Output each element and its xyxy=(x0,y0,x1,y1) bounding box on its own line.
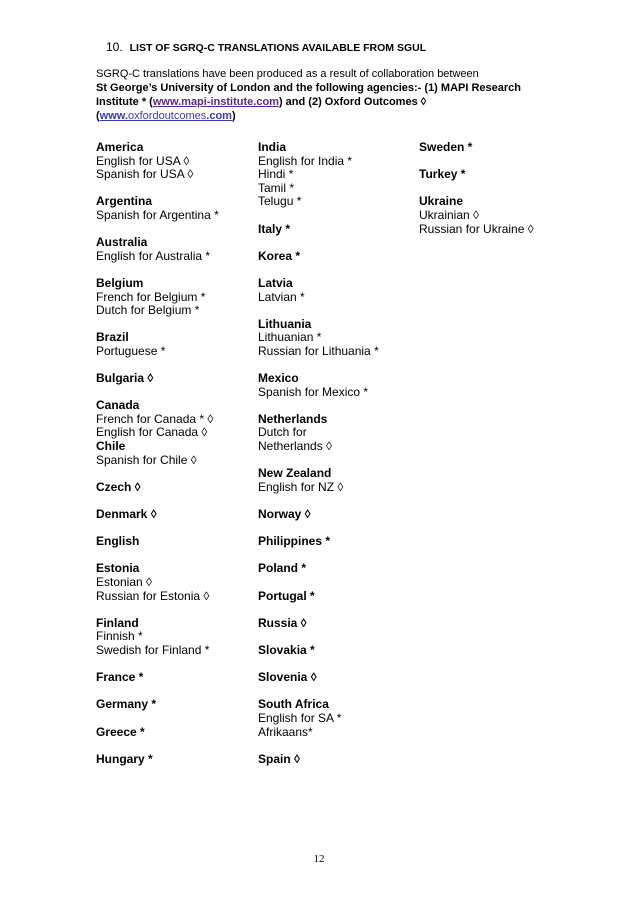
country-heading: Lithuania xyxy=(258,316,312,331)
country-heading: Mexico xyxy=(258,371,299,386)
country-column-2 xyxy=(258,141,379,766)
spacer xyxy=(258,576,379,590)
spacer xyxy=(419,182,534,196)
spacer xyxy=(258,739,379,753)
spacer xyxy=(96,549,219,563)
language-entry: Russian for Lithuania * xyxy=(258,343,379,358)
country-heading: Netherlands xyxy=(258,411,328,426)
language-entry: Latvian * xyxy=(258,289,305,304)
language-entry: French for Belgium * xyxy=(96,289,206,304)
spacer xyxy=(96,739,219,753)
language-entry: Hindi * xyxy=(258,167,294,182)
language-entry: English for India * xyxy=(258,153,353,168)
country-column-1 xyxy=(96,141,219,766)
section-heading xyxy=(106,40,426,54)
intro-line-1: SGRQ-C translations have been produced as a result of collaboration between xyxy=(96,68,479,80)
country-heading: Denmark ◊ xyxy=(96,507,157,522)
language-entry: Estonian ◊ xyxy=(96,575,152,589)
intro-line-4-start: ( xyxy=(96,110,100,122)
spacer xyxy=(96,522,219,536)
spacer xyxy=(258,359,379,373)
country-heading: Czech ◊ xyxy=(96,479,141,494)
language-entry: Afrikaans* xyxy=(258,724,313,739)
language-entry: English for NZ ◊ xyxy=(258,479,344,494)
language-entry: English for SA * xyxy=(258,710,342,725)
spacer xyxy=(96,494,219,508)
country-heading: Bulgaria ◊ xyxy=(96,371,154,386)
spacer xyxy=(96,359,219,373)
country-heading: Turkey * xyxy=(419,167,466,182)
country-heading: Italy * xyxy=(258,221,291,236)
language-entry: English for USA ◊ xyxy=(96,153,190,168)
spacer xyxy=(258,454,379,468)
country-heading: New Zealand xyxy=(258,466,332,481)
country-heading: South Africa xyxy=(258,697,329,712)
spacer xyxy=(258,658,379,672)
link-domain: oxfordoutcomes xyxy=(128,110,207,122)
country-heading: Finland xyxy=(96,615,139,630)
spacer xyxy=(258,263,379,277)
mapi-link[interactable]: www.mapi-institute.com xyxy=(152,96,279,108)
spacer xyxy=(258,236,379,250)
country-heading: Spain ◊ xyxy=(258,751,300,766)
spacer xyxy=(96,685,219,699)
language-entry: English for Australia * xyxy=(96,248,211,263)
oxford-outcomes-link[interactable] xyxy=(100,110,232,122)
country-heading: Canada xyxy=(96,398,140,413)
country-heading: Slovakia * xyxy=(258,642,315,657)
language-entry: Ukrainian ◊ xyxy=(419,207,479,222)
link-www: www. xyxy=(99,110,128,122)
spacer xyxy=(96,603,219,617)
spacer xyxy=(258,522,379,536)
spacer xyxy=(258,304,379,318)
language-entry: Dutch for xyxy=(258,425,307,440)
spacer xyxy=(96,223,219,237)
language-entry: Russian for Ukraine ◊ xyxy=(419,221,534,236)
spacer xyxy=(258,630,379,644)
country-column-3 xyxy=(419,141,534,236)
country-heading: Argentina xyxy=(96,194,153,209)
language-entry: French for Canada * ◊ xyxy=(96,411,214,426)
country-heading: Estonia xyxy=(96,561,140,576)
spacer xyxy=(258,399,379,413)
country-heading: Brazil xyxy=(96,330,129,345)
spacer xyxy=(96,263,219,277)
language-entry: Swedish for Finland * xyxy=(96,642,210,657)
spacer xyxy=(96,386,219,400)
intro-line-3-end: ) and (2) Oxford Outcomes ◊ xyxy=(278,96,427,108)
country-heading: Slovenia ◊ xyxy=(258,670,317,685)
country-heading: Korea * xyxy=(258,248,301,263)
spacer xyxy=(258,685,379,699)
country-heading: Philippines * xyxy=(258,534,331,549)
spacer xyxy=(96,182,219,196)
country-heading: Australia xyxy=(96,235,148,250)
country-heading: Hungary * xyxy=(96,751,153,766)
country-heading: Ukraine xyxy=(419,194,464,209)
country-heading: America xyxy=(96,140,144,154)
language-entry: Dutch for Belgium * xyxy=(96,303,200,318)
language-entry: Lithuanian * xyxy=(258,330,322,345)
spacer xyxy=(419,155,534,169)
language-entry: Portuguese * xyxy=(96,343,166,358)
intro-line-4 xyxy=(96,109,536,123)
link-tld: .com xyxy=(206,110,232,122)
intro-line-4-end: ) xyxy=(231,110,236,122)
country-heading: India xyxy=(258,140,287,154)
language-entry: English for Canada ◊ xyxy=(96,425,208,440)
section-number: 10. xyxy=(106,40,123,54)
country-heading: English xyxy=(96,534,140,549)
spacer xyxy=(258,549,379,563)
country-heading: France * xyxy=(96,670,144,685)
spacer xyxy=(258,494,379,508)
country-heading: Latvia xyxy=(258,275,293,290)
country-heading: Belgium xyxy=(96,275,144,290)
spacer xyxy=(96,712,219,726)
language-entry: Spanish for Argentina * xyxy=(96,207,219,222)
spacer xyxy=(96,467,219,481)
intro-line-2: St George’s University of London and the following agencies:- (1) MAPI Research xyxy=(96,82,521,94)
intro-line-3 xyxy=(96,95,536,109)
language-entry: Spanish for USA ◊ xyxy=(96,167,194,182)
country-heading: Norway ◊ xyxy=(258,507,311,522)
section-title: LIST OF SGRQ-C TRANSLATIONS AVAILABLE FROM SGUL xyxy=(129,42,427,54)
language-entry: Tamil * xyxy=(258,180,295,195)
country-heading: Chile xyxy=(96,439,126,454)
country-heading: Russia ◊ xyxy=(258,615,307,630)
country-heading: Sweden * xyxy=(419,140,473,154)
country-heading: Germany * xyxy=(96,697,157,712)
country-heading: Poland * xyxy=(258,561,307,576)
country-heading: Portugal * xyxy=(258,588,315,603)
language-entry: Finnish * xyxy=(96,629,143,644)
language-entry: Spanish for Mexico * xyxy=(258,384,369,399)
language-entry: Netherlands ◊ xyxy=(258,439,332,454)
spacer xyxy=(96,658,219,672)
spacer xyxy=(258,603,379,617)
spacer xyxy=(96,318,219,332)
intro-line-3-start: Institute * ( xyxy=(96,96,153,108)
language-entry: Telugu * xyxy=(258,194,302,209)
country-heading: Greece * xyxy=(96,724,145,739)
spacer xyxy=(258,209,379,223)
language-entry: Spanish for Chile ◊ xyxy=(96,452,197,467)
language-entry: Russian for Estonia ◊ xyxy=(96,588,210,603)
intro-paragraph xyxy=(96,67,536,123)
page-number: 12 xyxy=(313,853,325,865)
